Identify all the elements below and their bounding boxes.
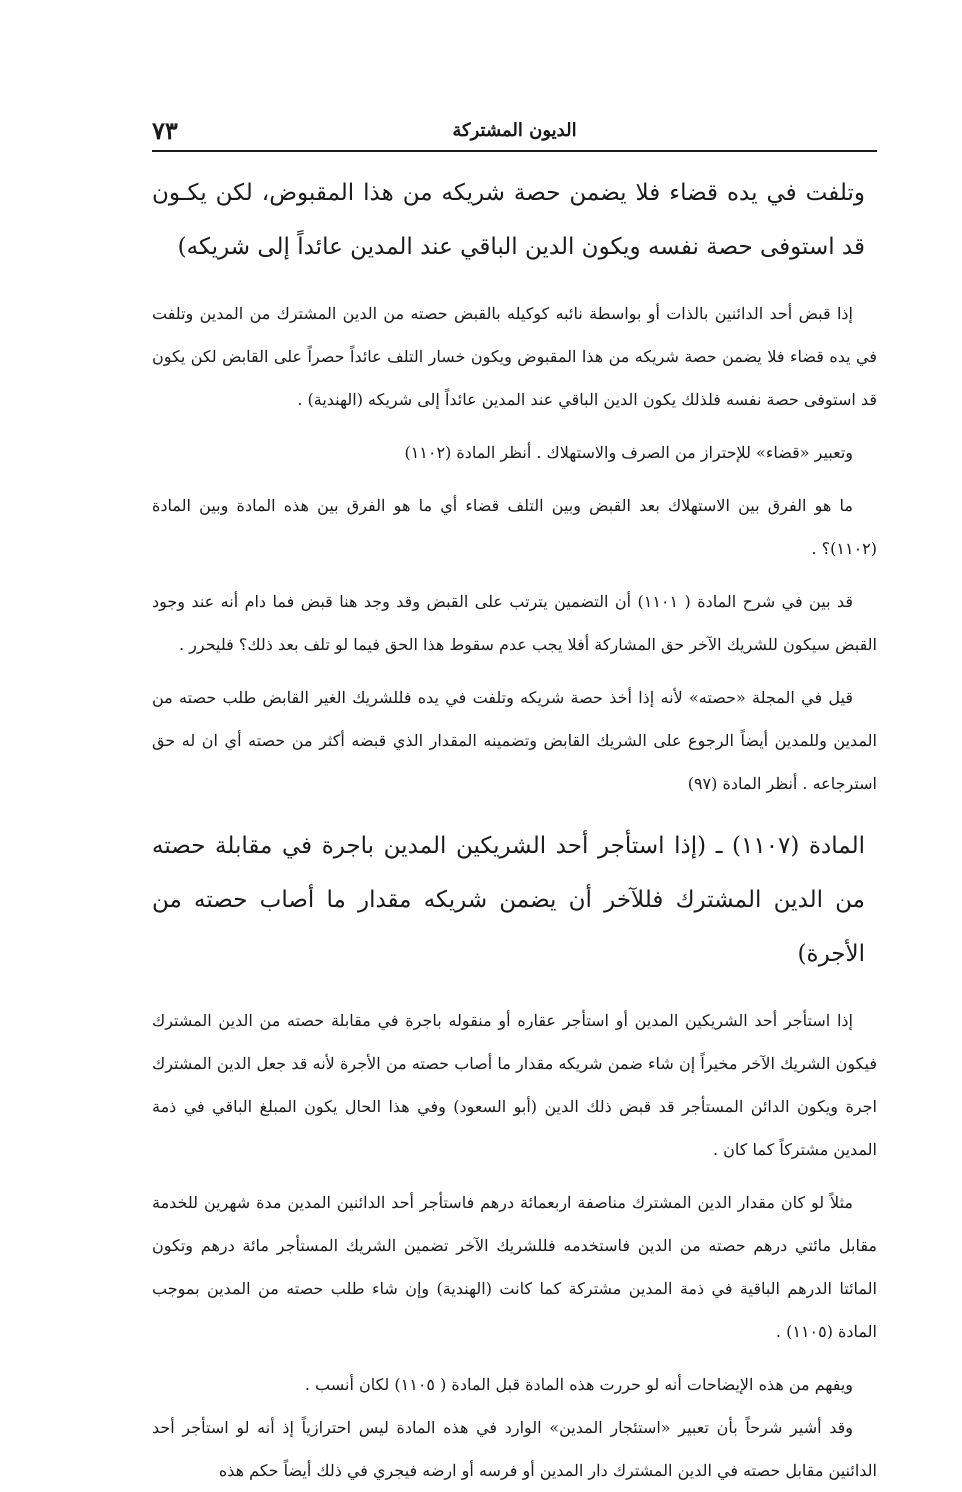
commentary-paragraph: ويفهم من هذه الإيضاحات أنه لو حررت هذه المادة قبل المادة ( ١١٠٥) لكان أنسب . xyxy=(304,1375,853,1394)
commentary-paragraph: وتعبير «قضاء» للإحتراز من الصرف والاستهلاك . أنظر المادة (١١٠٢) xyxy=(404,443,853,462)
commentary-paragraph: إذا قبض أحد الدائنين بالذات أو بواسطة نائبه كوكيله بالقبض حصته من الدين المشترك من المدين وتلفت في يده قضاء فلا يضمن حصة شريكه من هذا المقبوض ويكون خسار التلف عائداً حصراً على القابض لكن يكون قد استوفى حصة نفسه فلذلك يكون الدين الباقي عند المدين عائداً إلى شريكه (الهندية) . xyxy=(152,304,877,409)
commentary-paragraph: وقد أشير شرحاً بأن تعبير «استئجار المدين» الوارد في هذه المادة ليس احترازياً إذ أنه لو استأجر أحد الدائنين مقابل حصته في الدين المشترك دار المدين أو فرسه أو ارضه فيجري في ذلك أيضاً حكم هذه xyxy=(152,1418,877,1480)
article-heading-continued: وتلفت في يده قضاء فلا يضمن حصة شريكه من هذا المقبوض، لكن يكـون قد استوفى حصة نفسه ويكون الدين الباقي عند المدين عائداً إلى شريكه) xyxy=(152,180,865,260)
commentary-paragraph: قيل في المجلة «حصته» لأنه إذا أخذ حصة شريكه وتلفت في يده فللشريك الغير القابض طلب حصته من المدين وللمدين أيضاً الرجوع على الشريك القابض وتضمينه المقدار الذي قبضه أكثر من حصته أي ان له حق استرجاعه . أنظر المادة (٩٧) xyxy=(152,688,878,793)
commentary-paragraph: مثلاً لو كان مقدار الدين المشترك مناصفة اربعمائة درهم فاستأجر أحد الدائنين المدين مدة شهرين للخدمة مقابل مائتي درهم حصته من الدين فاستخدمه فللشريك الآخر تضمين الشريك المستأجر مائة درهم وتكون المائتا الدرهم الباقية في ذمة المدين مشتركة كما كانت (الهندية) وإن شاء طلب حصته من المدين بموجب المادة (١١٠٥) . xyxy=(152,1193,877,1341)
commentary-paragraph: ما هو الفرق بين الاستهلاك بعد القبض وبين التلف قضاء أي ما هو الفرق بين هذه المادة وبين المادة (١١٠٢)؟ . xyxy=(152,496,877,558)
document-page xyxy=(152,112,877,1492)
commentary-paragraph: إذا استأجر أحد الشريكين المدين أو استأجر عقاره أو منقوله باجرة في مقابلة حصته من الدين المشترك فيكون الشريك الآخر مخيراً إن شاء ضمن شريكه مقدار ما أصاب حصته من الأجرة لأنه قد جعل الدين المشترك اجرة ويكون الدائن المستأجر قد قبض ذلك الدين (أبو السعود) وفي هذا الحال يكون المبلغ الباقي في ذمة المدين مشتركاً كما كان . xyxy=(152,1011,877,1159)
running-title: الديون المشتركة xyxy=(452,120,577,141)
running-header xyxy=(152,112,877,152)
page-number: ٧٣ xyxy=(152,116,178,145)
commentary-paragraph: قد بين في شرح المادة ( ١١٠١) أن التضمين يترتب على القبض وقد وجد هنا قبض فما دام أنه عند وجود القبض سيكون للشريك الآخر حق المشاركة أفلا يجب عدم سقوط هذا الحق فيما لو تلف بعد ذلك؟ فليحرر . xyxy=(152,592,877,654)
article-1107-heading: المادة (١١٠٧) ـ (إذا استأجر أحد الشريكين المدين باجرة في مقابلة حصته من الدين المشترك فللآخر أن يضمن شريكه مقدار ما أصاب حصته من الأجرة) xyxy=(152,833,865,967)
